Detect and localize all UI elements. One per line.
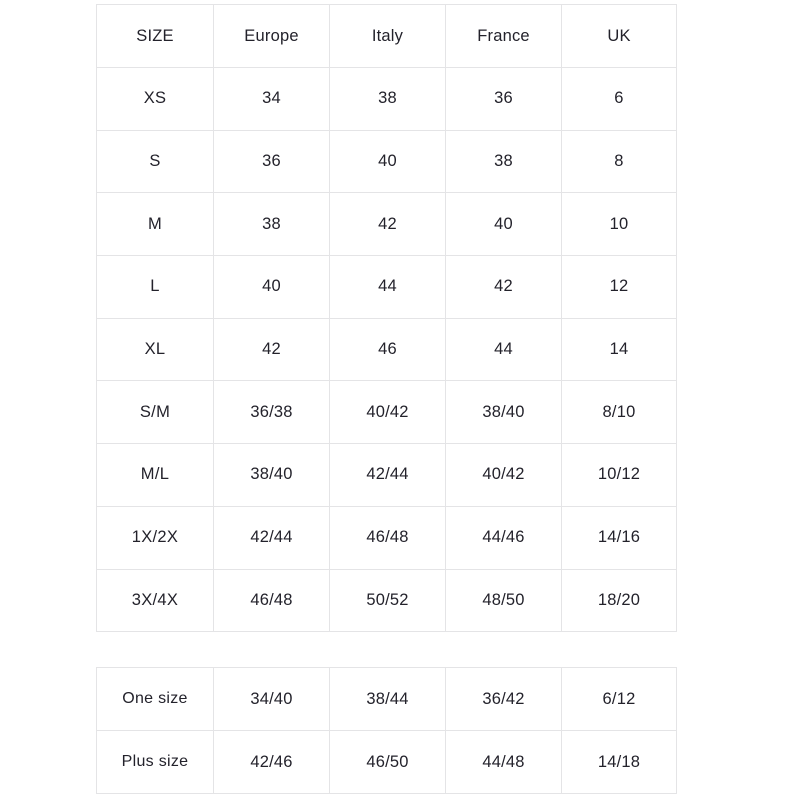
cell-france: 42: [446, 256, 562, 319]
row-label: M: [97, 193, 214, 256]
table-row: [97, 318, 677, 381]
cell-uk: 6: [562, 68, 677, 131]
table-row: [97, 668, 677, 731]
cell-italy: 42/44: [330, 444, 446, 507]
table-row: [97, 444, 677, 507]
table-row: [97, 569, 677, 632]
cell-france: 40: [446, 193, 562, 256]
row-label: XS: [97, 68, 214, 131]
cell-europe: 34: [214, 68, 330, 131]
column-header-france: France: [446, 5, 562, 68]
row-label: XL: [97, 318, 214, 381]
row-label: One size: [97, 668, 214, 731]
cell-italy: 38: [330, 68, 446, 131]
cell-france: 36/42: [446, 668, 562, 731]
table-row: [97, 731, 677, 794]
cell-europe: 36/38: [214, 381, 330, 444]
cell-italy: 46/50: [330, 731, 446, 794]
secondary-size-table: [96, 667, 677, 794]
cell-france: 38: [446, 130, 562, 193]
row-label: L: [97, 256, 214, 319]
secondary-size-table-wrapper: [96, 667, 676, 794]
column-header-uk: UK: [562, 5, 677, 68]
cell-italy: 46: [330, 318, 446, 381]
row-label: M/L: [97, 444, 214, 507]
cell-uk: 8/10: [562, 381, 677, 444]
cell-europe: 34/40: [214, 668, 330, 731]
column-header-italy: Italy: [330, 5, 446, 68]
cell-uk: 14: [562, 318, 677, 381]
table-row: [97, 130, 677, 193]
row-label: 1X/2X: [97, 506, 214, 569]
cell-france: 38/40: [446, 381, 562, 444]
cell-france: 36: [446, 68, 562, 131]
cell-france: 40/42: [446, 444, 562, 507]
cell-italy: 40/42: [330, 381, 446, 444]
cell-europe: 42: [214, 318, 330, 381]
cell-italy: 40: [330, 130, 446, 193]
cell-europe: 42/44: [214, 506, 330, 569]
row-label: S/M: [97, 381, 214, 444]
main-size-table-wrapper: [96, 4, 676, 632]
cell-uk: 14/16: [562, 506, 677, 569]
cell-uk: 12: [562, 256, 677, 319]
table-row: [97, 381, 677, 444]
row-label: 3X/4X: [97, 569, 214, 632]
cell-uk: 10/12: [562, 444, 677, 507]
column-header-size: SIZE: [97, 5, 214, 68]
cell-italy: 50/52: [330, 569, 446, 632]
column-header-europe: Europe: [214, 5, 330, 68]
table-row: [97, 193, 677, 256]
cell-uk: 10: [562, 193, 677, 256]
cell-italy: 46/48: [330, 506, 446, 569]
row-label: S: [97, 130, 214, 193]
cell-uk: 18/20: [562, 569, 677, 632]
cell-italy: 38/44: [330, 668, 446, 731]
cell-europe: 38: [214, 193, 330, 256]
cell-italy: 44: [330, 256, 446, 319]
table-header-row: [97, 5, 677, 68]
table-row: [97, 68, 677, 131]
table-row: [97, 506, 677, 569]
cell-europe: 40: [214, 256, 330, 319]
cell-europe: 42/46: [214, 731, 330, 794]
cell-europe: 46/48: [214, 569, 330, 632]
main-size-table: [96, 4, 677, 632]
cell-france: 44/48: [446, 731, 562, 794]
row-label: Plus size: [97, 731, 214, 794]
cell-italy: 42: [330, 193, 446, 256]
cell-france: 44: [446, 318, 562, 381]
cell-uk: 8: [562, 130, 677, 193]
cell-europe: 38/40: [214, 444, 330, 507]
cell-france: 44/46: [446, 506, 562, 569]
table-row: [97, 256, 677, 319]
cell-europe: 36: [214, 130, 330, 193]
cell-france: 48/50: [446, 569, 562, 632]
cell-uk: 6/12: [562, 668, 677, 731]
cell-uk: 14/18: [562, 731, 677, 794]
